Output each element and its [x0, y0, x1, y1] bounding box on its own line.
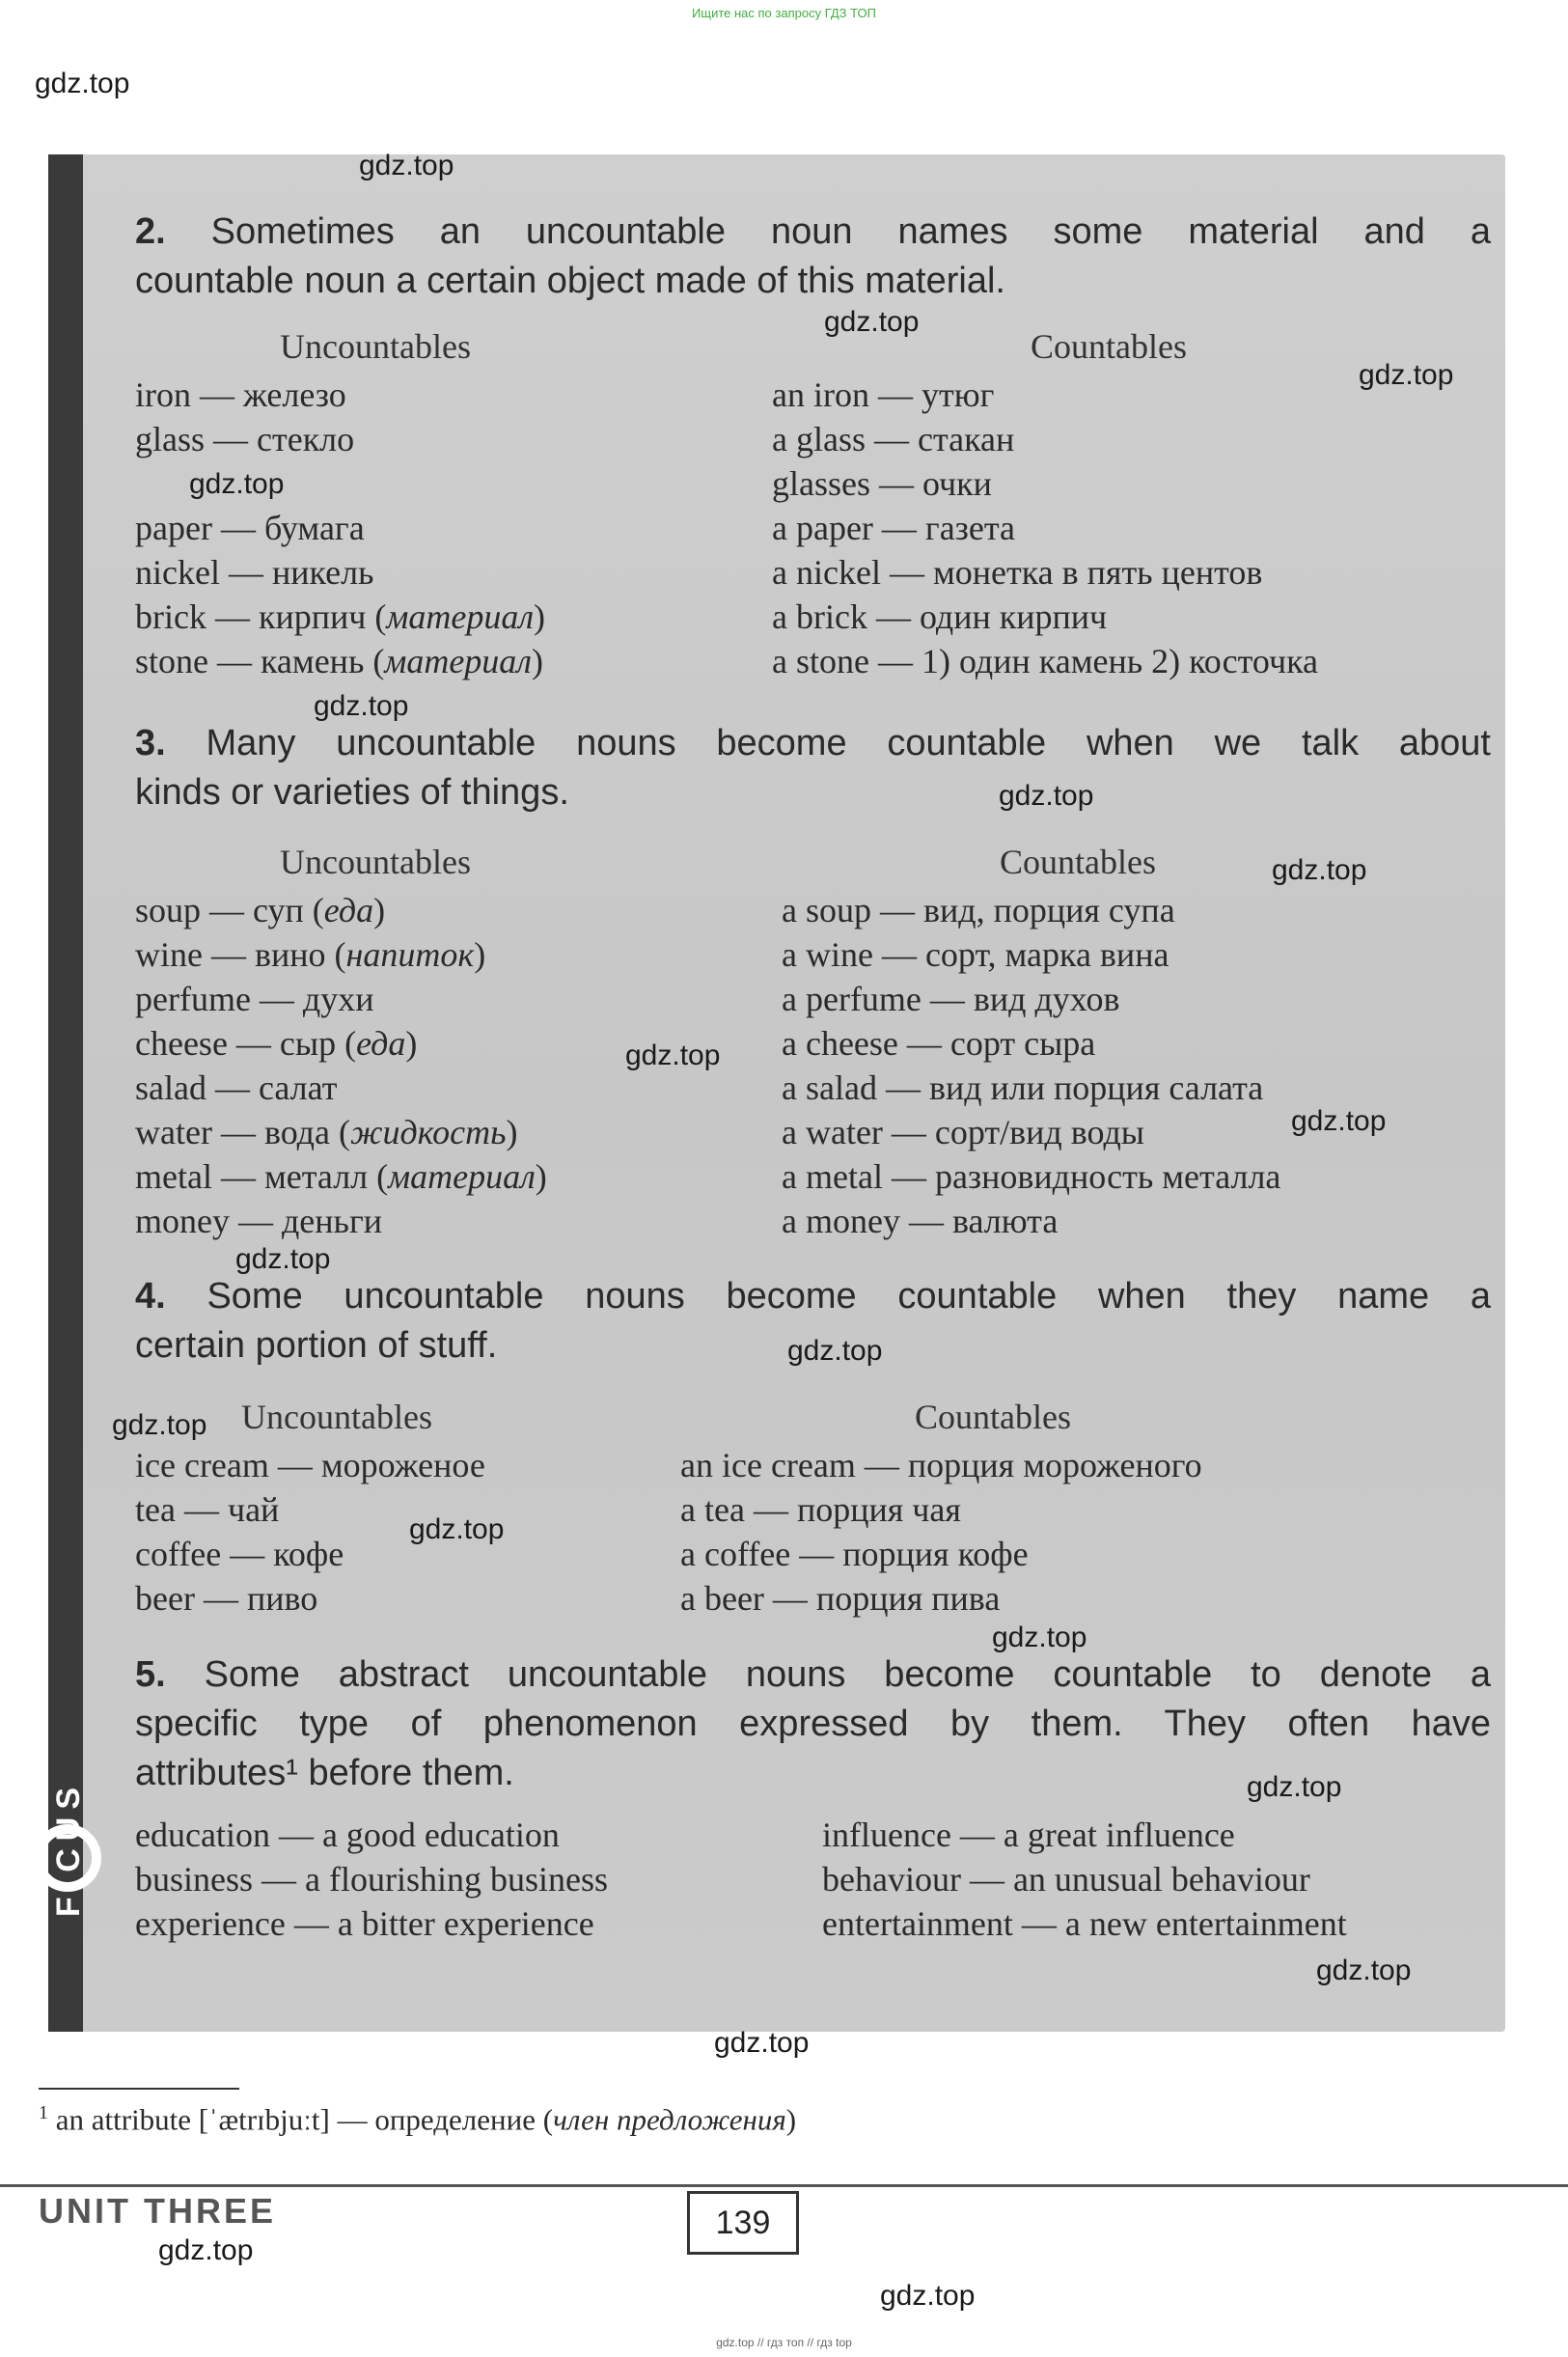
heading-line: specific type of phenomenon expressed by them. They often have: [135, 1704, 1491, 1744]
watermark: gdz.top: [1291, 1105, 1387, 1137]
section-4-heading: [135, 1272, 1491, 1321]
heading-line: Some abstract uncountable nouns become countable to denote a: [204, 1654, 1491, 1695]
section-number: 4.: [135, 1276, 166, 1317]
list-item: perfume — духи: [135, 980, 374, 1018]
list-item: a beer — порция пива: [680, 1579, 1001, 1618]
list-item: an iron — утюг: [772, 375, 995, 414]
footer-rule: [0, 2184, 1568, 2187]
watermark: gdz.top: [1247, 1771, 1342, 1803]
watermark: gdz.top: [787, 1335, 883, 1367]
list-item: wine — вино (напиток): [135, 935, 486, 974]
list-item: cheese — сыр (еда): [135, 1024, 418, 1063]
footnote: [39, 2102, 796, 2137]
col-head-uncountables: Uncountables: [241, 1398, 432, 1436]
watermark: gdz.top: [999, 780, 1094, 812]
list-item: a cheese — сорт сыра: [782, 1024, 1096, 1063]
list-item: an ice cream — порция мороженого: [680, 1446, 1202, 1484]
unit-label: UNIT THREE: [39, 2191, 276, 2231]
col-head-uncountables: Uncountables: [280, 327, 471, 366]
heading-line: Many uncountable nouns become countable when we talk about: [206, 723, 1491, 763]
watermark: gdz.top: [992, 1622, 1087, 1653]
top-banner[interactable]: Ищите нас по запросу ГДЗ ТОП: [692, 6, 876, 20]
focus-letters: F CUS: [50, 1780, 87, 1917]
section-2-heading: [135, 208, 1491, 257]
list-item: a salad — вид или порция салата: [782, 1068, 1264, 1107]
list-item: soup — суп (еда): [135, 891, 386, 929]
section-5-heading-line2: [135, 1700, 1491, 1749]
section-3-heading: [135, 719, 1491, 768]
footnote-rule: [39, 2088, 239, 2090]
section-2-heading-line2: [135, 257, 1491, 306]
list-item: a water — сорт/вид воды: [782, 1113, 1144, 1151]
list-item: a paper — газета: [772, 509, 1016, 547]
footnote-text: an attribute [ˈætrɪbjuːt] — определение (член предложения): [55, 2102, 797, 2137]
section-number: 3.: [135, 723, 166, 763]
watermark: gdz.top: [189, 468, 285, 500]
list-item: brick — кирпич (материал): [135, 597, 546, 636]
list-item: salad — салат: [135, 1068, 338, 1107]
watermark: gdz.top: [314, 690, 409, 722]
watermark: gdz.top: [35, 68, 130, 99]
list-item: business — a flourishing business: [135, 1860, 608, 1899]
list-item: a coffee — порция кофе: [680, 1535, 1029, 1573]
list-item: a wine — сорт, марка вина: [782, 935, 1169, 974]
focus-logo: [29, 1713, 106, 1983]
list-item: stone — камень (материал): [135, 642, 544, 680]
list-item: influence — a great influence: [822, 1816, 1235, 1854]
col-head-countables: Countables: [1031, 327, 1187, 366]
heading-line: Sometimes an uncountable noun names some material and a: [210, 211, 1491, 252]
list-item: a money — валюта: [782, 1202, 1059, 1240]
col-head-countables: Countables: [1000, 843, 1156, 881]
watermark: gdz.top: [1316, 1955, 1412, 1986]
list-item: experience — a bitter experience: [135, 1904, 594, 1943]
list-item: tea — чай: [135, 1490, 280, 1529]
watermark: gdz.top: [359, 150, 454, 181]
section-5-heading: [135, 1650, 1491, 1700]
list-item: water — вода (жидкость): [135, 1113, 518, 1151]
section-number: 5.: [135, 1654, 166, 1695]
list-item: a glass — стакан: [772, 420, 1015, 458]
col-head-countables: Countables: [915, 1398, 1071, 1436]
list-item: behaviour — an unusual behaviour: [822, 1860, 1310, 1899]
list-item: a brick — один кирпич: [772, 597, 1108, 636]
list-item: iron — железо: [135, 375, 346, 414]
list-item: a stone — 1) один камень 2) косточка: [772, 642, 1319, 680]
watermark: gdz.top: [625, 1040, 721, 1071]
list-item: beer — пиво: [135, 1579, 318, 1618]
list-item: education — a good education: [135, 1816, 560, 1854]
watermark: gdz.top: [235, 1243, 331, 1275]
page-number: 139: [687, 2191, 799, 2255]
heading-line: attributes¹ before them.: [135, 1753, 514, 1793]
heading-line: certain portion of stuff.: [135, 1325, 498, 1366]
bottom-banner[interactable]: gdz.top // гдз топ // гдз top: [716, 2336, 852, 2349]
list-item: a metal — разновидность металла: [782, 1157, 1281, 1196]
list-item: a soup — вид, порция супа: [782, 891, 1175, 929]
list-item: paper — бумага: [135, 509, 365, 547]
list-item: metal — металл (материал): [135, 1157, 547, 1196]
section-number: 2.: [135, 211, 166, 252]
heading-line: kinds or varieties of things.: [135, 772, 569, 813]
list-item: a nickel — монетка в пять центов: [772, 553, 1263, 592]
section-3-heading-line2: [135, 768, 1491, 818]
list-item: entertainment — a new entertainment: [822, 1904, 1347, 1943]
watermark: gdz.top: [1359, 359, 1454, 391]
list-item: coffee — кофе: [135, 1535, 344, 1573]
list-item: glasses — очки: [772, 464, 992, 503]
watermark: gdz.top: [1272, 854, 1367, 886]
watermark: gdz.top: [112, 1409, 207, 1441]
watermark: gdz.top: [880, 2280, 976, 2312]
list-item: a tea — порция чая: [680, 1490, 961, 1529]
watermark: gdz.top: [158, 2234, 254, 2266]
footnote-mark: 1: [39, 2102, 48, 2123]
watermark: gdz.top: [714, 2027, 810, 2059]
list-item: money — деньги: [135, 1202, 382, 1240]
list-item: ice cream — мороженое: [135, 1446, 485, 1484]
list-item: nickel — никель: [135, 553, 374, 592]
heading-line: countable noun a certain object made of this material.: [135, 261, 1005, 301]
list-item: glass — стекло: [135, 420, 355, 458]
heading-line: Some uncountable nouns become countable when they name a: [206, 1276, 1491, 1317]
list-item: a perfume — вид духов: [782, 980, 1120, 1018]
col-head-uncountables: Uncountables: [280, 843, 471, 881]
watermark: gdz.top: [824, 306, 920, 338]
watermark: gdz.top: [409, 1513, 505, 1545]
